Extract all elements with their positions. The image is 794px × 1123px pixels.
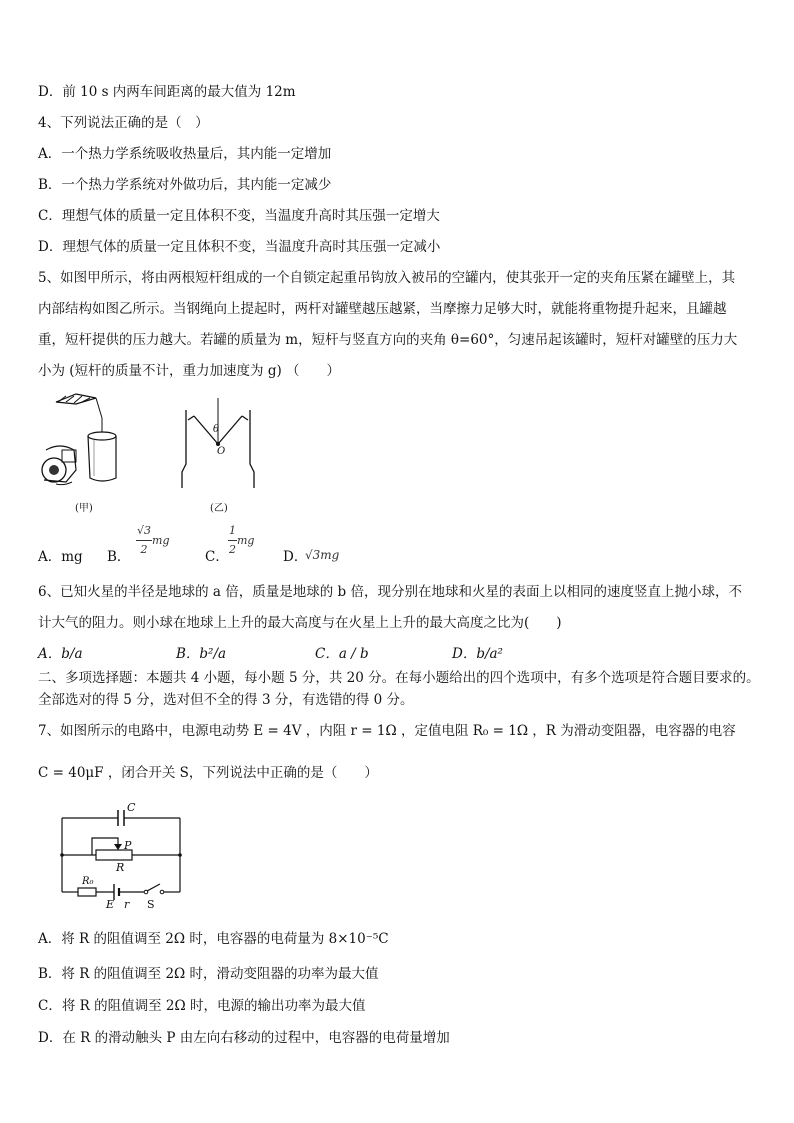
q7-circuit-label-r0: R₀ [82, 876, 94, 887]
q5-option-b-numerator: √3 [136, 522, 152, 541]
q7-option-c: C．将 R 的阻值调至 2Ω 时，电源的输出功率为最大值 [38, 998, 366, 1014]
q5-label-theta: θ [213, 424, 220, 435]
q5-option-d-label: D． [283, 549, 308, 565]
q5-option-c-denominator: 2 [229, 543, 236, 556]
q7-circuit-label-r-internal: r [124, 898, 130, 911]
q5-option-a: A．mg [38, 549, 83, 565]
q4-stem: 4、下列说法正确的是（ ） [38, 115, 209, 131]
section2-heading-line1: 二、多项选择题：本题共 4 小题，每小题 5 分，共 20 分。在每小题给出的四个选项中，有多个选项是符合题目要求的。 [38, 670, 760, 686]
q5-option-c-numerator: 1 [228, 522, 237, 541]
q7-stem-line2: C = 40μF ，闭合开关 S，下列说法中正确的是（ ） [38, 765, 378, 781]
q7-option-b: B．将 R 的阻值调至 2Ω 时，滑动变阻器的功率为最大值 [38, 966, 379, 982]
q5-option-b-unit: mg [152, 534, 170, 547]
q5-option-c-value [228, 522, 254, 559]
q6-option-b: B．b²/a [176, 646, 227, 662]
q5-stem-line2: 内部结构如图乙所示。当钢绳向上提起时，两杆对罐壁越压越紧，当摩擦力足够大时，就能将重物提升起来，且罐越 [38, 301, 727, 317]
q5-option-c-label: C． [205, 549, 229, 565]
q5-option-d-value: √3mg [305, 548, 340, 562]
q5-figure-jia [36, 390, 146, 494]
q5-stem-line3: 重，短杆提供的压力越大。若罐的质量为 m，短杆与竖直方向的夹角 θ=60°，匀速吊起该罐时，短杆对罐壁的压力大 [38, 332, 738, 348]
q5-figure-yi-caption: (乙) [210, 503, 228, 514]
q7-circuit-diagram [56, 800, 186, 910]
q7-option-a: A．将 R 的阻值调至 2Ω 时，电容器的电荷量为 8×10⁻⁵C [38, 931, 389, 947]
q6-stem-line1: 6、已知火星的半径是地球的 a 倍，质量是地球的 b 倍，现分别在地球和火星的表面上以相同的速度竖直上抛小球，不 [38, 584, 742, 600]
q5-option-c-unit: mg [237, 534, 255, 547]
q5-label-o: O [217, 446, 226, 457]
q5-figure-jia-caption: (甲) [75, 503, 93, 514]
q7-circuit-label-e: E [106, 898, 115, 911]
section2-heading-line2: 全部选对的得 5 分，选对但不全的得 3 分，有选错的得 0 分。 [38, 692, 414, 708]
q7-option-d: D．在 R 的滑动触头 P 由左向右移动的过程中，电容器的电荷量增加 [38, 1030, 450, 1046]
q4-option-a: A．一个热力学系统吸收热量后，其内能一定增加 [38, 146, 332, 162]
q5-option-b-denominator: 2 [140, 543, 148, 556]
q3-option-d: D．前 10 s 内两车间距离的最大值为 12m [38, 84, 296, 100]
q6-stem-line2: 计大气的阻力。则小球在地球上上升的最大高度与在火星上上升的最大高度之比为( ) [38, 615, 562, 631]
q5-figure-yi [178, 396, 258, 492]
q7-circuit-label-r: R [116, 861, 125, 874]
q7-circuit-label-p: P [124, 839, 132, 852]
q6-option-a: A．b/a [38, 646, 83, 662]
q4-option-d: D．理想气体的质量一定且体积不变，当温度升高时其压强一定减小 [38, 239, 441, 255]
q5-option-b-label: B． [107, 549, 131, 565]
q6-option-c: C．a / b [315, 646, 369, 662]
q5-stem-line1: 5、如图甲所示，将由两根短杆组成的一个自锁定起重吊钩放入被吊的空罐内，使其张开一定的夹角压紧在罐壁上，其 [38, 270, 736, 286]
q4-option-b: B．一个热力学系统对外做功后，其内能一定减少 [38, 177, 332, 193]
q5-stem-line4: 小为 (短杆的质量不计，重力加速度为 g) （ ） [38, 363, 341, 379]
q4-option-c: C．理想气体的质量一定且体积不变，当温度升高时其压强一定增大 [38, 208, 440, 224]
q7-circuit-label-s: S [147, 898, 155, 911]
q7-stem-line1: 7、如图所示的电路中，电源电动势 E = 4V ，内阻 r = 1Ω ，定值电阻 R₀ = 1Ω ，R 为滑动变阻器，电容器的电容 [38, 723, 736, 739]
q6-option-d: D．b/a² [452, 646, 503, 662]
q7-circuit-label-c: C [127, 801, 136, 814]
q5-option-b-value [136, 522, 170, 559]
